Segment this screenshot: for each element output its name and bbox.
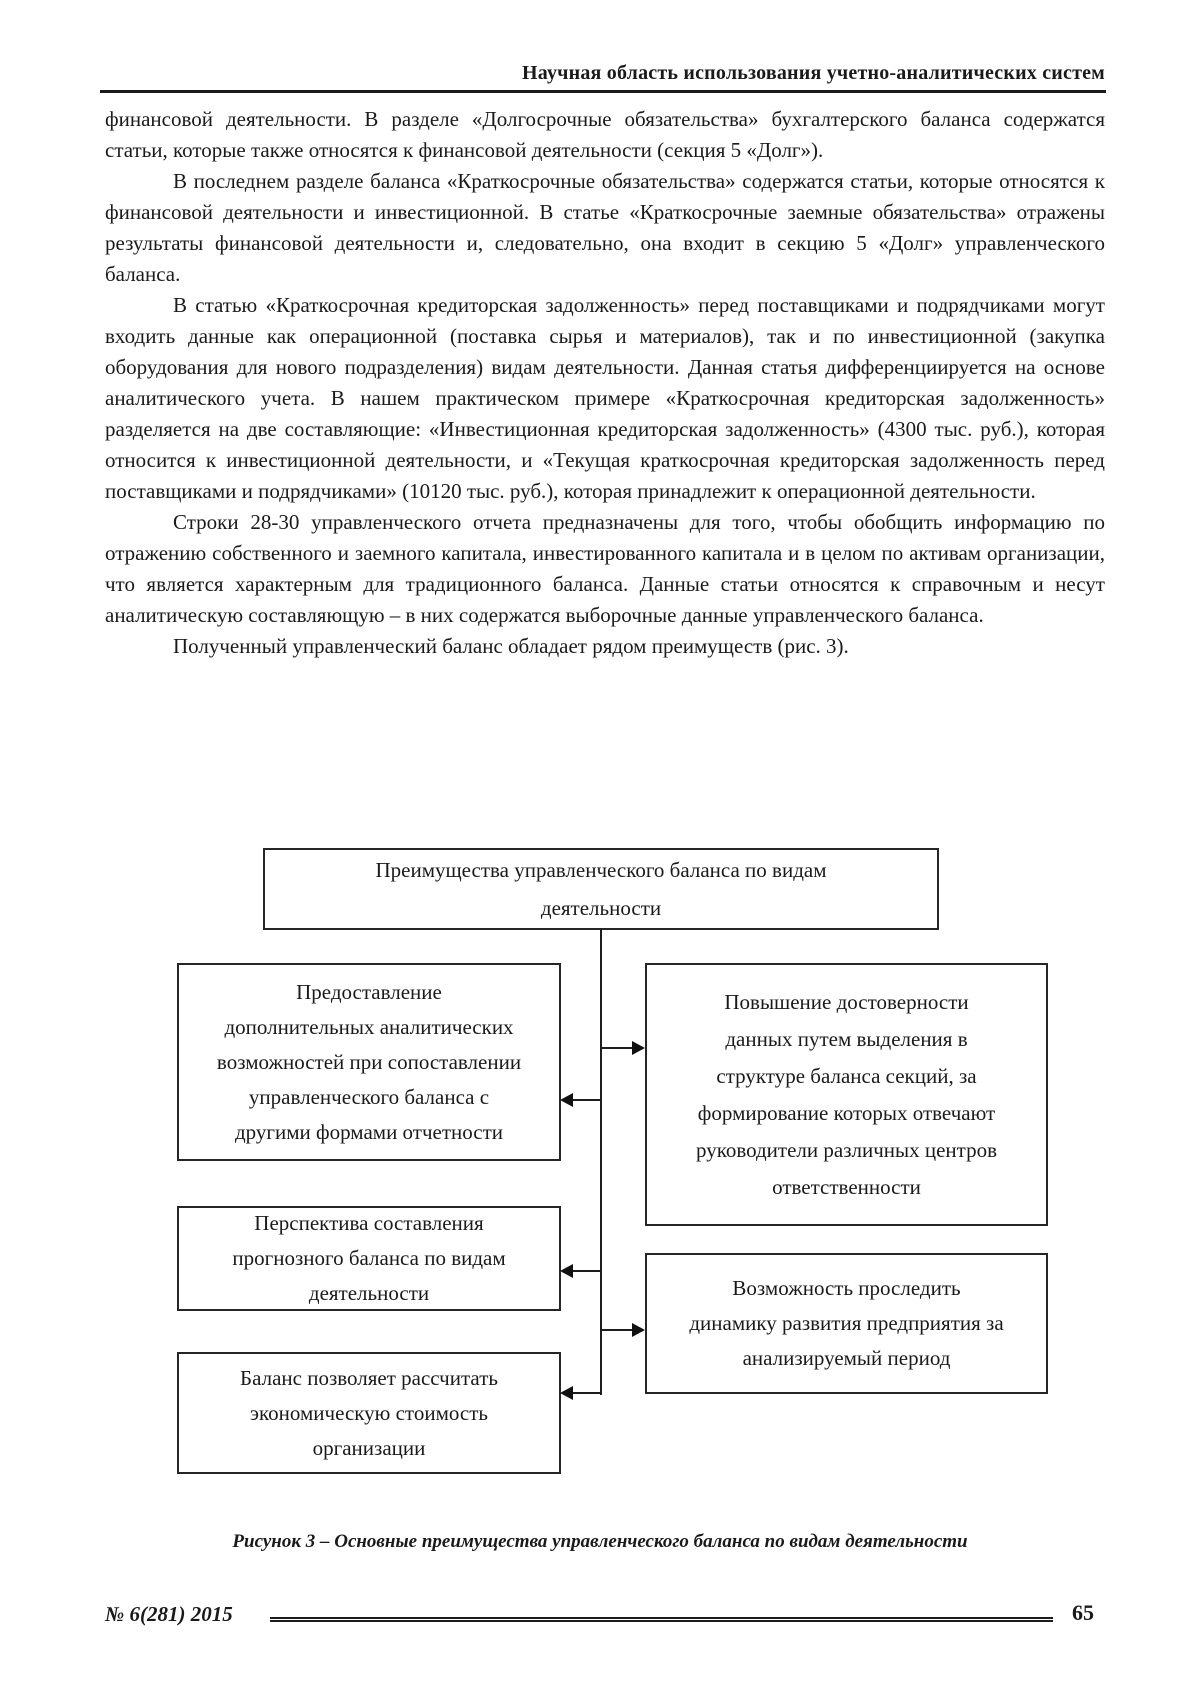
connector-segment-left-1 xyxy=(573,1099,602,1101)
figure-caption: Рисунок 3 – Основные преимущества управленческого баланса по видам деятельности xyxy=(232,1531,968,1552)
body-paragraph-1: финансовой деятельности. В разделе «Долгосрочные обязательства» бухгалтерского баланса содержатся статьи, которые также относятся к финансовой деятельности (секция 5 «Долг»). xyxy=(105,107,1105,162)
figure-box-economic-value: Баланс позволяет рассчитать экономическую стоимость организации xyxy=(177,1352,561,1474)
footer-rule xyxy=(270,1617,1053,1622)
figure-box-dynamics-tracking: Возможность проследить динамику развития предприятия за анализируемый период xyxy=(645,1253,1048,1394)
arrow-left-icon xyxy=(560,1386,573,1400)
connector-segment-right-1 xyxy=(601,1047,633,1049)
arrow-right-icon xyxy=(632,1041,645,1055)
running-head-title: Научная область использования учетно-аналитических систем xyxy=(522,62,1105,84)
arrow-left-icon xyxy=(560,1093,573,1107)
body-paragraph-5: Полученный управленческий баланс обладает рядом преимуществ (рис. 3). xyxy=(173,634,849,658)
connector-segment-left-2 xyxy=(573,1270,602,1272)
figure-box-forecast-balance: Перспектива составления прогнозного баланса по видам деятельности xyxy=(177,1206,561,1311)
figure-box-additional-analytics: Предоставление дополнительных аналитических возможностей при сопоставлении управленческого баланса с другими формами отчетности xyxy=(177,963,561,1161)
footer-page-number: 65 xyxy=(1072,1600,1094,1625)
arrow-left-icon xyxy=(560,1264,573,1278)
connector-vertical-line xyxy=(600,929,602,1395)
connector-segment-right-2 xyxy=(601,1329,633,1331)
body-paragraph-4: Строки 28-30 управленческого отчета предназначены для того, чтобы обобщить информацию по отражению собственного и заемного капитала, инвестированного капитала и в целом по активам организации, что является характерным для традиционного баланса. Данные статьи относятся к справочным и несут аналитическую составляющую – в них содержатся выборочные данные управленческого баланса. xyxy=(105,510,1105,627)
connector-segment-left-3 xyxy=(573,1392,602,1394)
body-paragraph-2: В последнем разделе баланса «Краткосрочные обязательства» содержатся статьи, которые относятся к финансовой деятельности и инвестиционной. В статье «Краткосрочные заемные обязательства» отражены результаты финансовой деятельности и, следовательно, она входит в секцию 5 «Долг» управленческого баланса. xyxy=(105,169,1105,286)
arrow-right-icon xyxy=(632,1323,645,1337)
footer-issue-label: № 6(281) 2015 xyxy=(105,1602,233,1626)
body-paragraph-3: В статью «Краткосрочная кредиторская задолженность» перед поставщиками и подрядчиками могут входить данные как операционной (поставка сырья и материалов), так и по инвестиционной (закупка оборудования для нового подразделения) видам деятельности. Данная статья дифференциируется на основе аналитического учета. В нашем практическом примере «Краткосрочная кредиторская задолженность» разделяется на две составляющие: «Инвестиционная кредиторская задолженность» (4300 тыс. руб.), которая относится к инвестиционной деятельности, и «Текущая краткосрочная кредиторская задолженность перед поставщиками и подрядчиками» (10120 тыс. руб.), которая принадлежит к операционной деятельности. xyxy=(105,293,1105,503)
figure-title-box: Преимущества управленческого баланса по видам деятельности xyxy=(263,848,939,930)
body-text xyxy=(105,104,1105,662)
figure-box-data-reliability: Повышение достоверности данных путем выделения в структуре баланса секций, за формирование которых отвечают руководители различных центров ответственности xyxy=(645,963,1048,1226)
header-rule xyxy=(100,90,1106,93)
